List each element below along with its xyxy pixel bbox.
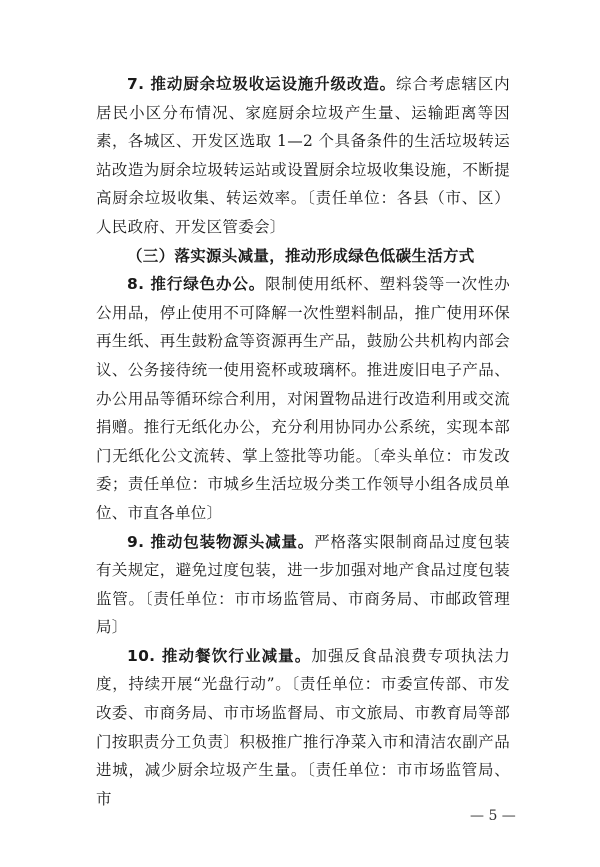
paragraph-lead: 8. 推行绿色办公。 [127,275,266,294]
paragraph-body: 加强反食品浪费专项执法力度，持续开展“光盘行动”。〔责任单位：市委宣传部、市发改委、市商务局、市市场监督局、市文旅局、市教育局等部门按职责分工负责〕积极推广推行净菜入市和清洁农副产品进城，减少厨余垃圾产生量。〔责任单位：市市场监管局、市 [96,646,510,808]
page-number: — 5 — [470,808,516,824]
paragraph-lead: 7. 推动厨余垃圾收运设施升级改造。 [127,75,396,93]
paragraph-item-10 [96,642,510,814]
paragraph-body: 限制使用纸杯、塑料袋等一次性办公用品，停止使用不可降解一次性塑料制品，推广使用环保再生纸、再生鼓粉盒等资源再生产品，鼓励公共机构内部会议、公务接待统一使用瓷杯或玻璃杯。推进废旧电子产品、办公用品等循环综合利用，对闲置物品进行改造利用或交流捐赠。推行无纸化办公，充分利用协同办公系统，实现本部门无纸化公文流转、掌上签批等功能。〔牵头单位：市发改委；责任单位：市城乡生活垃圾分类工作领导小组各成员单位、市直各单位〕 [96,275,510,522]
paragraph-lead: 9. 推动包装物源头减量。 [127,532,315,551]
paragraph-item-9 [96,528,510,642]
paragraph-item-8 [96,270,510,527]
paragraph-body: 严格落实限制商品过度包装有关规定，避免过度包装，进一步加强对地产食品过度包装监管。〔责任单位：市市场监管局、市商务局、市邮政管理局〕 [96,532,510,637]
paragraph-item-7 [96,70,510,242]
section-heading: （三）落实源头减量，推动形成绿色低碳生活方式 [127,245,475,265]
paragraph-lead: 10. 推动餐饮行业减量。 [127,646,312,665]
paragraph-body: 综合考虑辖区内居民小区分布情况、家庭厨余垃圾产生量、运输距离等因素，各城区、开发区选取 1—2 个具备条件的生活垃圾转运站改造为厨余垃圾转运站或设置厨余垃圾收集设施，不断提高厨余垃圾收集、转运效率。〔责任单位：各县（市、区）人民政府、开发区管委会〕 [96,75,510,236]
document-body [96,70,510,813]
